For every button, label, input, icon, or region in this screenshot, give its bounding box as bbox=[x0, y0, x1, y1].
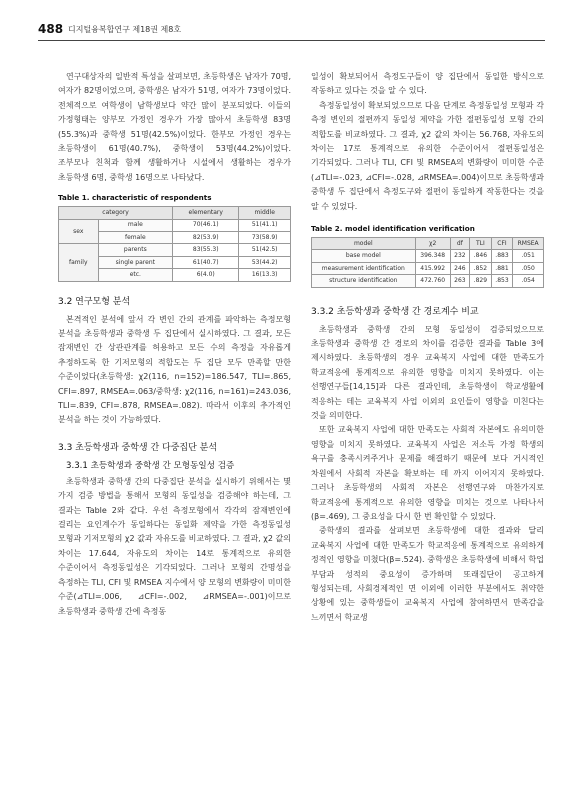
header-rule bbox=[38, 40, 545, 41]
table2-cell: 415.992 bbox=[415, 262, 450, 274]
page-number: 488 bbox=[38, 22, 64, 36]
table1-cell: 70(46.1) bbox=[173, 219, 239, 231]
table2-cell: 232 bbox=[450, 250, 469, 262]
table2-cell: .846 bbox=[470, 250, 492, 262]
section-3-3-2-body-3: 중학생의 결과를 살펴보면 초등학생에 대한 결과와 달리 교육복지 사업에 대한 만족도가 학교적응에 통계적으로 유의하게 정적인 영향을 미쳤다(β=.524). 중학생은 초등학생에 비해서 학업 부담과 성적의 중요성이 증가하며 또래집단이 공고하게 형성되는데, 사회경제적인 면 이외에 이러한 부분에서도 취약한 상황에 있는 중학생들이 교육복지 사업에 참여하면서 만족감을 느끼면서 학교생 bbox=[311, 526, 544, 622]
table1-cell: 53(44.2) bbox=[239, 256, 291, 268]
continued-paragraph: 일성이 확보되어서 측정도구들이 양 집단에서 동일한 방식으로 작동하고 있다는 것을 알 수 있다. bbox=[311, 72, 544, 96]
table1-cell: female bbox=[98, 232, 173, 244]
table-row bbox=[59, 219, 291, 231]
section-3-3-2-body-2: 또한 교육복지 사업에 대한 만족도는 사회적 자본에도 유의미한 영향을 미치지 못하였다. 교육복지 사업은 저소득 가정 학생의 욕구를 충족시켜주거나 문제를 해결하기 때문에 보다 거시적인 차원에서 사회적 자본을 확보하는 데 까지 이어지지 못하였다. 그러나 초등학생의 사회적 자본은 선행연구와 마찬가지로 학교적응에 통계적으로 유의한 영향을 미치는 것으로 나타나서(β=.469), 그 중요성을 다시 한 번 확인할 수 있었다. bbox=[311, 425, 544, 521]
right-column bbox=[311, 70, 544, 625]
left-column bbox=[58, 70, 291, 619]
table1-cell: 73(58.9) bbox=[239, 232, 291, 244]
table2-cell: 396.348 bbox=[415, 250, 450, 262]
table1-header-row bbox=[59, 207, 291, 219]
table1-cell: male bbox=[98, 219, 173, 231]
table2-cell: .051 bbox=[513, 250, 544, 262]
table1-cell: 16(13.3) bbox=[239, 269, 291, 281]
table2-cell: .829 bbox=[470, 275, 492, 287]
table1-cell: etc. bbox=[98, 269, 173, 281]
section-3-2-title: 3.2 연구모형 분석 bbox=[58, 296, 131, 307]
page-header bbox=[38, 22, 545, 42]
table-row bbox=[59, 244, 291, 256]
table2-cell: 263 bbox=[450, 275, 469, 287]
table1-header-category: category bbox=[59, 207, 173, 219]
table1-group-label: sex bbox=[59, 219, 99, 244]
table-row bbox=[312, 250, 544, 262]
table2-header-tli: TLI bbox=[470, 238, 492, 250]
table2-cell: measurement identification bbox=[312, 262, 416, 274]
intro-paragraph: 연구대상자의 일반적 특성을 살펴보면, 초등학생은 남자가 70명, 여자가 82명이었으며, 중학생은 남자가 51명, 여자가 73명이었다. 전체적으로 여학생이 남학생보다 약간 많이 분포되었다. 이들의 가정형태는 양부모 가정인 경우가 가장 많아서 초등학생 83명(55.3%)과 중학생 51명(42.5%)이었다. 한부모 가정인 경우는 초등학생이 61명(40.7%), 중학생이 53명(44.2%)이었다. 조부모나 친척과 함께 생활하거나 시설에서 생활하는 경우가 초등학생 6명, 중학생 16명으로 나타났다. bbox=[58, 72, 291, 182]
table2 bbox=[311, 237, 544, 288]
journal-title: 디지털융복합연구 제18권 제8호 bbox=[68, 25, 182, 34]
table2-header-df: df bbox=[450, 238, 469, 250]
table2-cell: base model bbox=[312, 250, 416, 262]
section-3-3-2-body-1: 초등학생과 중학생 간의 모형 동일성이 검증되었으므로 초등학생과 중학생 간 경로의 차이를 검증한 결과를 Table 3에 제시하였다. 초등학생의 경우 교육복지 사업에 대한 만족도가 학교적응에 통계적으로 유의한 영향을 미치지 못하였다. 이는 선행연구들[14,15]과 다른 결과인데, 초등학생이 학교생활에 적응하는 데는 교육복지 사업 이외의 요인들이 영향을 미친다는 것을 의미한다. bbox=[311, 324, 544, 421]
table1-header-elementary: elementary bbox=[173, 207, 239, 219]
table1 bbox=[58, 206, 291, 281]
table1-cell: 82(53.9) bbox=[173, 232, 239, 244]
table1-cell: parents bbox=[98, 244, 173, 256]
table1-cell: 51(42.5) bbox=[239, 244, 291, 256]
table2-header-row bbox=[312, 238, 544, 250]
table1-group-label: family bbox=[59, 244, 99, 281]
table1-cell: 51(41.1) bbox=[239, 219, 291, 231]
section-3-3-2-title: 3.3.2 초등학생과 중학생 간 경로계수 비교 bbox=[311, 306, 479, 317]
table2-cell: .054 bbox=[513, 275, 544, 287]
section-3-2-body: 본격적인 분석에 앞서 각 변인 간의 관계를 파악하는 측정모형 분석을 초등학생과 중학생 두 집단에서 실시하였다. 그 결과, 모든 잠재변인 간 상관관계를 허용하고 모든 수의 측정을 자유롭게 추정하도록 한 기저모형의 적합도는 두 집단 모두 만족할 만한 수준이었다(초등학생: χ2(116, n=152)=186.547, TLI=.865, CFI=.897, RMSEA=.063/중학생: χ2(116, n=161)=243.036, TLI=.839, CFI=.878, RMSEA=.082). 따라서 이후의 추가적인 분석을 하는 것이 가능하였다. bbox=[58, 314, 291, 425]
table2-cell: .853 bbox=[491, 275, 513, 287]
table2-cell: .883 bbox=[491, 250, 513, 262]
table2-header-rmsea: RMSEA bbox=[513, 238, 544, 250]
table1-cell: 61(40.7) bbox=[173, 256, 239, 268]
table1-caption: Table 1. characteristic of respondents bbox=[58, 193, 212, 203]
table2-cell: 246 bbox=[450, 262, 469, 274]
section-3-3-1-body: 초등학생과 중학생 간의 다중집단 분석을 실시하기 위해서는 몇 가지 검증 방법을 통해서 모형의 동일성을 검증해야 하는데, 그 결과는 Table 2와 같다. 우선 측정모형에서 각각의 잠재변인에 걸리는 요인계수가 동일하다는 동일화 제약을 가한 측정동일성 모형과 기저모형의 χ2 값과 자유도를 비교하였다. 그 결과, χ2 값의 차이는 17.644, 자유도의 차이는 14로 통계적으로 유의한 수준이어서 측정동일성은 기각되었다. 그러나 모형의 간명성을 측정하는 TLI, CFI 및 RMSEA 지수에서 양 모형의 변화량이 미미한 수준(⊿TLI=.006, ⊿CFI=-.002, ⊿RMSEA=-.001)이므로 초등학생과 중학생 간에 측정동 bbox=[58, 476, 291, 616]
section-3-3-1-title: 3.3.1 초등학생과 중학생 간 모형동일성 검증 bbox=[66, 460, 235, 471]
table-row bbox=[312, 275, 544, 287]
table2-caption: Table 2. model identification verification bbox=[311, 224, 475, 234]
table1-cell: 83(55.3) bbox=[173, 244, 239, 256]
table-row bbox=[312, 262, 544, 274]
table2-cell: .881 bbox=[491, 262, 513, 274]
table2-header-model: model bbox=[312, 238, 416, 250]
table2-header-cfi: CFI bbox=[491, 238, 513, 250]
section-3-3-title: 3.3 초등학생과 중학생 간 다중집단 분석 bbox=[58, 442, 218, 453]
table2-cell: structure identification bbox=[312, 275, 416, 287]
table2-cell: 472.760 bbox=[415, 275, 450, 287]
table1-cell: 6(4.0) bbox=[173, 269, 239, 281]
intercept-paragraph: 측정동일성이 확보되었으므로 다음 단계로 측정동일성 모형과 각 측정 변인의 절편까지 동일성 제약을 가한 절편동일성 모형 간의 적합도를 비교하였다. 그 결과, χ2 값의 차이는 56.768, 자유도의 차이는 17로 통계적으로 유의한 수준이어서 절편동일성은 기각되었다. 그러나 TLI, CFI 및 RMSEA의 변화량이 미미한 수준(⊿TLI=-.023, ⊿CFI=-.028, ⊿RMSEA=.004)이므로 초등학생과 중학생 두 집단에서 측정도구와 절편이 동일하게 작동한다는 것을 알 수 있었다. bbox=[311, 100, 544, 211]
table1-cell: single parent bbox=[98, 256, 173, 268]
table2-cell: .050 bbox=[513, 262, 544, 274]
table2-cell: .852 bbox=[470, 262, 492, 274]
table2-header-chi2: χ2 bbox=[415, 238, 450, 250]
table1-header-middle: middle bbox=[239, 207, 291, 219]
